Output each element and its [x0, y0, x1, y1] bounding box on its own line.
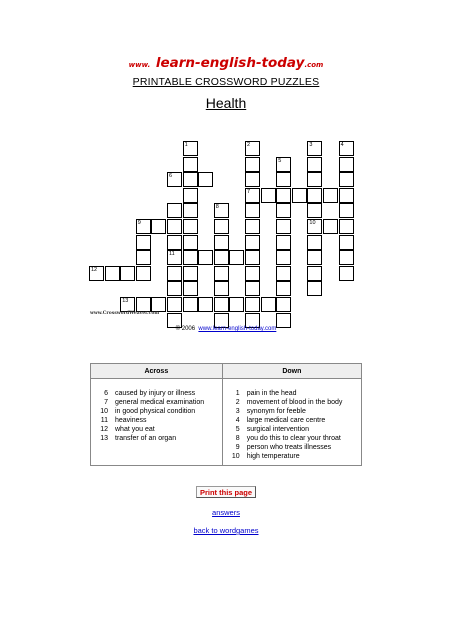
- grid-cell: [245, 235, 260, 250]
- clue-text: large medical care centre: [246, 417, 326, 424]
- grid-cell: [245, 250, 260, 265]
- grid-cell: [89, 266, 104, 281]
- grid-cell: [183, 266, 198, 281]
- page-subtitle: PRINTABLE CROSSWORD PUZZLES: [132, 76, 320, 88]
- grid-cell: [120, 266, 135, 281]
- grid-cell: [339, 188, 354, 203]
- grid-cell: [245, 172, 260, 187]
- grid-cell: [167, 297, 182, 312]
- grid-cell: [339, 235, 354, 250]
- grid-cell: [339, 266, 354, 281]
- grid-cell: [183, 203, 198, 218]
- grid-cell: [276, 266, 291, 281]
- clue-number: 10: [231, 453, 240, 460]
- clue-number: 8: [235, 435, 240, 442]
- grid-cell: [307, 141, 322, 156]
- grid-cell: [245, 281, 260, 296]
- grid-cell: [261, 188, 276, 203]
- grid-cell: [307, 188, 322, 203]
- clue-number: 4: [235, 417, 240, 424]
- clue-number: 13: [100, 435, 108, 442]
- grid-cell: [307, 281, 322, 296]
- clue-text: what you eat: [115, 426, 155, 433]
- cell-number: 6: [169, 173, 173, 180]
- grid-cell: [183, 141, 198, 156]
- grid-cell: [167, 235, 182, 250]
- across-header: Across: [91, 364, 223, 379]
- grid-cell: [214, 235, 229, 250]
- crossword-source-credit: www.CrosswordWeaver.com: [90, 311, 160, 316]
- grid-cell: [276, 250, 291, 265]
- across-clue: [92, 425, 221, 434]
- clue-number: 12: [100, 426, 108, 433]
- cell-number: 11: [169, 251, 175, 258]
- grid-cell: [307, 235, 322, 250]
- grid-cell: [276, 281, 291, 296]
- clue-number: 5: [235, 426, 240, 433]
- clue-number: 7: [104, 399, 108, 406]
- clue-number: 11: [100, 417, 108, 424]
- grid-cell: [136, 235, 151, 250]
- down-clues: [222, 379, 361, 466]
- grid-cell: [198, 250, 213, 265]
- grid-cell: [307, 266, 322, 281]
- grid-cell: [339, 157, 354, 172]
- grid-cell: [229, 250, 244, 265]
- grid-cell: [183, 235, 198, 250]
- logo-suffix: .com: [304, 61, 324, 69]
- cell-number: 2: [247, 142, 251, 148]
- grid-cell: [167, 219, 182, 234]
- grid-cell: [323, 219, 338, 234]
- clue-text: general medical examination: [115, 399, 205, 406]
- grid-cell: [292, 188, 307, 203]
- grid-cell: [136, 250, 151, 265]
- copyright-line: [0, 326, 452, 332]
- grid-cell: [198, 172, 213, 187]
- grid-cell: [307, 219, 322, 234]
- cell-number: 1: [184, 142, 188, 148]
- grid-cell: [307, 172, 322, 187]
- clue-text: you do this to clear your throat: [246, 435, 341, 442]
- grid-cell: [229, 297, 244, 312]
- clue-text: surgical intervention: [246, 426, 309, 433]
- puzzle-title: Health: [205, 95, 247, 111]
- grid-cell: [136, 219, 151, 234]
- grid-cell: [276, 297, 291, 312]
- grid-cell: [245, 219, 260, 234]
- clue-number: 6: [104, 390, 108, 397]
- grid-cell: [276, 219, 291, 234]
- grid-cell: [307, 157, 322, 172]
- grid-cell: [339, 203, 354, 218]
- grid-cell: [323, 188, 338, 203]
- clue-text: pain in the head: [246, 390, 297, 397]
- grid-cell: [214, 281, 229, 296]
- grid-cell: [339, 172, 354, 187]
- grid-cell: [120, 297, 135, 312]
- grid-cell: [136, 266, 151, 281]
- clue-text: in good physical condition: [115, 408, 196, 415]
- clue-number: 10: [100, 408, 108, 415]
- grid-cell: [307, 203, 322, 218]
- grid-cell: [276, 172, 291, 187]
- down-clue: [224, 407, 360, 416]
- copyright-text: © 2006: [175, 326, 196, 332]
- grid-cell: [136, 297, 151, 312]
- cell-number: 12: [91, 266, 98, 273]
- clue-text: person who treats illnesses: [246, 444, 332, 451]
- grid-cell: [245, 188, 260, 203]
- across-clue: [92, 407, 221, 416]
- cell-number: 4: [340, 142, 344, 148]
- grid-cell: [339, 219, 354, 234]
- across-clue: [92, 398, 221, 407]
- clue-text: movement of blood in the body: [246, 399, 343, 406]
- grid-cell: [276, 235, 291, 250]
- grid-cell: [339, 250, 354, 265]
- grid-cell: [167, 172, 182, 187]
- grid-cell: [183, 157, 198, 172]
- grid-cell: [183, 172, 198, 187]
- grid-cell: [214, 203, 229, 218]
- clue-number: 2: [235, 399, 240, 406]
- grid-cell: [245, 266, 260, 281]
- logo-prefix: www.: [128, 61, 151, 69]
- grid-cell: [245, 203, 260, 218]
- cell-number: 10: [309, 220, 316, 226]
- print-button[interactable]: Print this page: [196, 486, 256, 498]
- clue-text: heaviness: [115, 417, 147, 424]
- clue-number: 3: [235, 408, 240, 415]
- grid-cell: [245, 141, 260, 156]
- clues-table: [90, 363, 362, 466]
- grid-cell: [183, 250, 198, 265]
- cell-number: 5: [278, 157, 282, 164]
- down-clue: [224, 416, 360, 425]
- clue-text: transfer of an organ: [115, 435, 177, 442]
- clue-text: synonym for feeble: [246, 408, 306, 415]
- grid-cell: [276, 188, 291, 203]
- grid-cell: [183, 297, 198, 312]
- grid-cell: [261, 297, 276, 312]
- grid-cell: [214, 250, 229, 265]
- cell-number: 7: [247, 188, 251, 195]
- grid-cell: [276, 157, 291, 172]
- back-to-wordgames-link[interactable]: back to wordgames: [193, 526, 259, 535]
- grid-cell: [214, 266, 229, 281]
- down-clue: [224, 452, 360, 461]
- logo-main: learn-english-today: [155, 55, 305, 71]
- down-header: Down: [222, 364, 361, 379]
- grid-cell: [183, 188, 198, 203]
- grid-cell: [167, 250, 182, 265]
- grid-cell: [214, 297, 229, 312]
- grid-cell: [167, 266, 182, 281]
- down-clue: [224, 398, 360, 407]
- clue-number: 1: [235, 390, 240, 397]
- down-clue: [224, 389, 360, 398]
- across-clue: [92, 416, 221, 425]
- across-clue: [92, 389, 221, 398]
- copyright-link[interactable]: www.learn-english-today.com: [198, 326, 277, 332]
- grid-cell: [151, 219, 166, 234]
- grid-cell: [167, 203, 182, 218]
- cell-number: 3: [309, 142, 313, 148]
- cell-number: 8: [215, 204, 219, 211]
- across-clue: [92, 434, 221, 443]
- grid-cell: [167, 281, 182, 296]
- down-clue: [224, 443, 360, 452]
- grid-cell: [214, 219, 229, 234]
- down-clue: [224, 434, 360, 443]
- cell-number: 9: [137, 220, 141, 226]
- grid-cell: [245, 297, 260, 312]
- grid-cell: [276, 203, 291, 218]
- grid-cell: [151, 297, 166, 312]
- grid-cell: [183, 219, 198, 234]
- grid-cell: [245, 157, 260, 172]
- down-clue: [224, 425, 360, 434]
- clue-number: 9: [235, 444, 240, 451]
- grid-cell: [339, 141, 354, 156]
- across-clues: [91, 379, 223, 466]
- answers-link[interactable]: answers: [212, 508, 240, 517]
- grid-cell: [307, 250, 322, 265]
- cell-number: 13: [122, 298, 129, 304]
- grid-cell: [183, 281, 198, 296]
- clue-text: high temperature: [246, 453, 300, 460]
- grid-cell: [198, 297, 213, 312]
- grid-cell: [105, 266, 120, 281]
- clue-text: caused by injury or illness: [115, 390, 196, 397]
